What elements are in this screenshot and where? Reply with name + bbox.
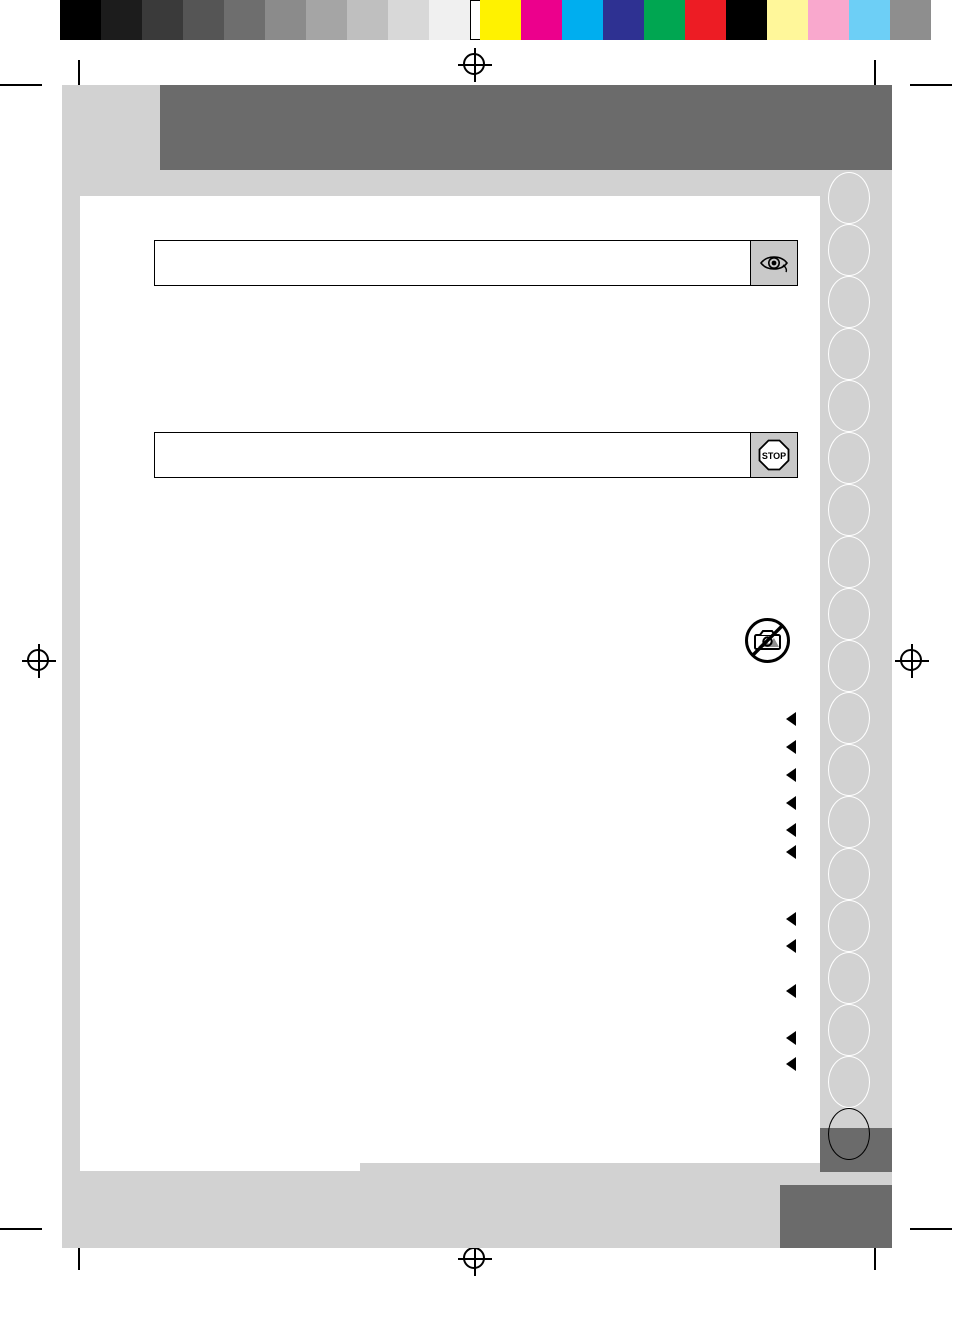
bullet-marker	[786, 768, 796, 782]
rail-marker[interactable]	[828, 328, 870, 380]
rail-marker[interactable]	[828, 484, 870, 536]
color-swatch	[726, 0, 767, 40]
rail-marker[interactable]	[828, 744, 870, 796]
crop-mark	[0, 1228, 42, 1230]
note-callout-box	[154, 240, 798, 286]
bullet-marker	[786, 939, 796, 953]
rail-marker[interactable]	[828, 640, 870, 692]
rail-marker[interactable]	[828, 1004, 870, 1056]
color-swatch	[60, 0, 101, 40]
svg-text:STOP: STOP	[761, 451, 787, 461]
color-swatch	[306, 0, 347, 40]
color-swatch	[224, 0, 265, 40]
footer-page-block	[780, 1185, 892, 1248]
rail-marker[interactable]	[828, 848, 870, 900]
bullet-marker	[786, 845, 796, 859]
bullet-marker	[786, 712, 796, 726]
bullet-marker	[786, 912, 796, 926]
color-swatch	[142, 0, 183, 40]
crop-mark	[0, 84, 42, 86]
bullet-marker	[786, 740, 796, 754]
eye-icon	[750, 241, 797, 285]
grayscale-color-strip	[60, 0, 511, 40]
color-swatch	[685, 0, 726, 40]
color-swatch	[562, 0, 603, 40]
color-swatch	[808, 0, 849, 40]
color-swatch	[388, 0, 429, 40]
content-area	[80, 196, 820, 1171]
color-swatch	[644, 0, 685, 40]
color-swatch	[101, 0, 142, 40]
color-swatch	[767, 0, 808, 40]
color-swatch	[429, 0, 470, 40]
color-swatch	[347, 0, 388, 40]
color-swatch	[521, 0, 562, 40]
bullet-marker	[786, 796, 796, 810]
rail-marker[interactable]	[828, 276, 870, 328]
crop-mark	[910, 1228, 952, 1230]
rail-marker[interactable]	[828, 952, 870, 1004]
rail-marker[interactable]	[828, 796, 870, 848]
registration-mark-left	[22, 644, 56, 678]
bullet-marker	[786, 1031, 796, 1045]
rail-marker[interactable]	[828, 692, 870, 744]
crop-mark	[910, 84, 952, 86]
color-swatch	[890, 0, 931, 40]
rail-marker[interactable]	[828, 380, 870, 432]
registration-mark-top	[458, 48, 492, 82]
color-swatch	[183, 0, 224, 40]
header-band	[160, 85, 892, 170]
rail-marker[interactable]	[828, 172, 870, 224]
bullet-marker	[786, 823, 796, 837]
rail-marker[interactable]	[828, 536, 870, 588]
rail-marker-active[interactable]	[828, 1108, 870, 1160]
color-swatch	[849, 0, 890, 40]
rail-marker[interactable]	[828, 224, 870, 276]
chapter-index-rail[interactable]	[820, 172, 880, 1162]
no-flash-icon	[744, 617, 791, 664]
rail-marker[interactable]	[828, 588, 870, 640]
cmyk-color-strip	[480, 0, 931, 40]
color-swatch	[603, 0, 644, 40]
warning-callout-box	[154, 432, 798, 478]
bullet-marker	[786, 1057, 796, 1071]
color-swatch	[480, 0, 521, 40]
stop-sign-icon	[750, 433, 797, 477]
color-swatch	[265, 0, 306, 40]
registration-mark-right	[895, 644, 929, 678]
rail-marker[interactable]	[828, 1056, 870, 1108]
rail-marker[interactable]	[828, 432, 870, 484]
rail-marker[interactable]	[828, 900, 870, 952]
bullet-marker	[786, 984, 796, 998]
